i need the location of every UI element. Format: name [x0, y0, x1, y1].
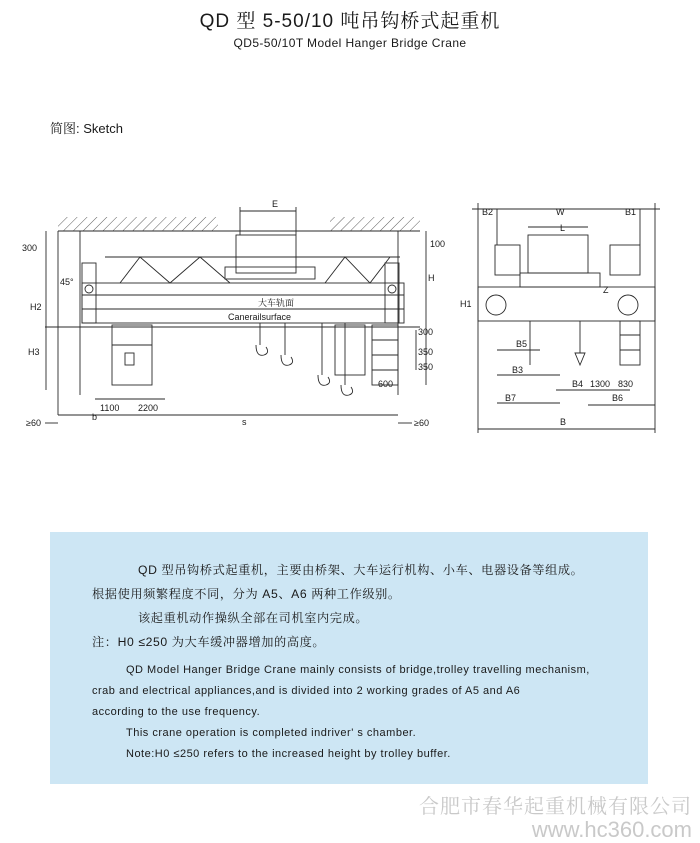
desc-en-line-2: crab and electrical appliances,and is divided into 2 working grades of A5 and A6 — [92, 685, 521, 697]
dim-B7: B7 — [505, 393, 517, 403]
watermark-company: 合肥市春华起重机械有限公司 — [419, 796, 692, 818]
desc-cn-line-3: 该起重机动作操纵全部在司机室内完成。 — [138, 611, 369, 625]
dim-1300: 1300 — [590, 379, 611, 389]
watermark-site: www.hc360.com — [531, 817, 692, 842]
rail-label-en: Canerailsurface — [228, 312, 292, 322]
dim-300-right: 300 — [418, 327, 434, 337]
dim-E: E — [272, 199, 279, 209]
dim-B4: B4 — [572, 379, 584, 389]
desc-en-line-5: Note:H0 ≤250 refers to the increased height by trolley buffer. — [126, 748, 451, 760]
page-subtitle: QD5-50/10T Model Hanger Bridge Crane — [233, 36, 467, 50]
dim-H3: H3 — [28, 347, 40, 357]
dim-B6: B6 — [612, 393, 624, 403]
desc-cn-line-2: 根据使用频繁程度不同，分为 A5、A6 两种工作级别。 — [92, 587, 401, 601]
dim-B2: B2 — [482, 207, 494, 217]
dim-350-right: 350 — [418, 347, 434, 357]
sketch-label: 简图: Sketch — [50, 121, 123, 136]
desc-en-line-4: This crane operation is completed indriver' s chamber. — [126, 727, 417, 739]
desc-en-line-3: according to the use frequency. — [92, 706, 261, 718]
dim-B5: B5 — [516, 339, 528, 349]
dim-s: s — [242, 417, 247, 427]
dim-ge60-left: ≥60 — [26, 418, 41, 428]
desc-en-line-1: QD Model Hanger Bridge Crane mainly consists of bridge,trolley travelling mechanism, — [126, 664, 590, 676]
dim-W: W — [556, 207, 565, 217]
dim-Z: Z — [603, 285, 609, 295]
rail-label-cn: 大车轨面 — [258, 298, 295, 308]
dim-100: 100 — [430, 239, 446, 249]
desc-cn-line-1: QD 型吊钩桥式起重机，主要由桥架、大车运行机构、小车、电器设备等组成。 — [138, 563, 584, 577]
dim-600: 600 — [378, 379, 394, 389]
dim-45-deg: 45° — [60, 277, 74, 287]
dim-H1: H1 — [460, 299, 472, 309]
left-roof-hatch — [58, 217, 218, 231]
dim-300-top: 300 — [22, 243, 38, 253]
dim-L: L — [560, 223, 566, 233]
side-elevation-view — [472, 203, 660, 433]
dim-B1: B1 — [625, 207, 637, 217]
dim-ge60-right: ≥60 — [414, 418, 429, 428]
page-title: QD 型 5-50/10 吨吊钩桥式起重机 — [199, 11, 501, 32]
dim-H2: H2 — [30, 302, 42, 312]
desc-cn-line-4: 注：H0 ≤250 为大车缓冲器增加的高度。 — [92, 635, 326, 649]
dim-350-right-2: 350 — [418, 362, 434, 372]
dim-H: H — [428, 273, 435, 283]
description-panel — [50, 532, 648, 784]
dim-2200: 2200 — [138, 403, 159, 413]
dim-B: B — [560, 417, 567, 427]
dim-B3: B3 — [512, 365, 524, 375]
dim-1100: 1100 — [100, 403, 120, 413]
dim-b: b — [92, 412, 98, 422]
watermark — [419, 790, 692, 843]
crane-sketch-drawing — [0, 185, 700, 445]
right-roof-hatch — [330, 217, 420, 231]
dim-830: 830 — [618, 379, 634, 389]
